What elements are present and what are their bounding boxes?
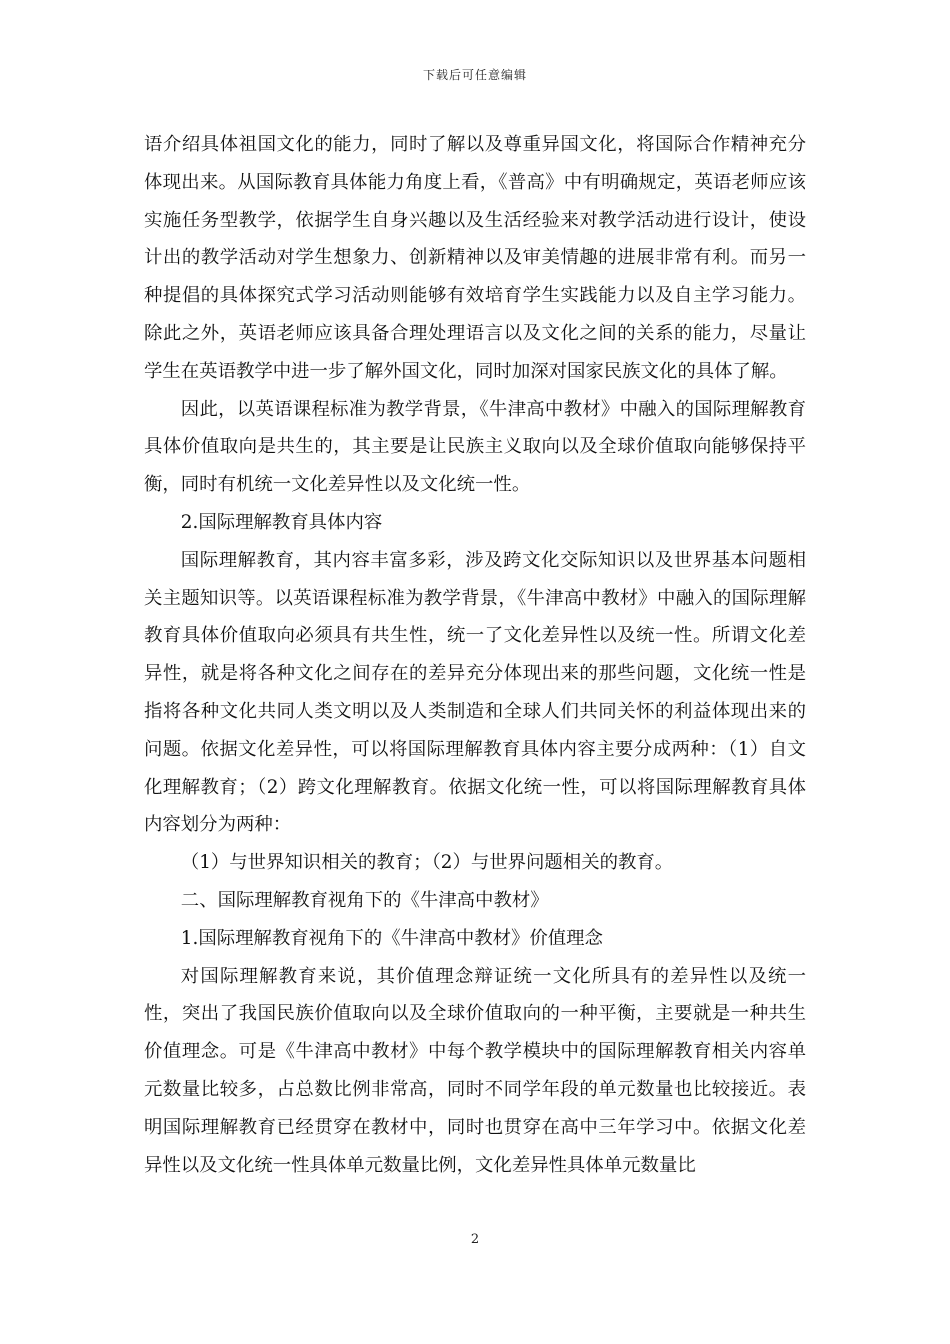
list-line: （1）与世界知识相关的教育；（2）与世界问题相关的教育。 [180,852,674,874]
section-heading: 2.国际理解教育具体内容 [180,511,383,533]
paragraph: 对国际理解教育来说，其价值理念辩证统一文化所具有的差异性以及统一性，突出了我国民族价值取向以及全球价值取向的一种平衡，主要就是一种共生价值理念。可是《牛津高中教材》中每个教学模块中的国际理解教育相关内容单元数量比较多，占总数比例非常高，同时不同学年段的单元数量也比较接近。表明国际理解教育已经贯穿在教材中，同时也贯穿在高中三年学习中。依据文化差异性以及文化统一性具体单元数量比例，文化差异性具体单元数量比 [144,965,806,1176]
document-body [144,126,806,1184]
paragraph: 因此，以英语课程标准为教学背景，《牛津高中教材》中融入的国际理解教育具体价值取向是共生的，其主要是让民族主义取向以及全球价值取向能够保持平衡，同时有机统一文化差异性以及文化统一性。 [144,398,806,496]
paragraph: 国际理解教育，其内容丰富多彩，涉及跨文化交际知识以及世界基本问题相关主题知识等。以英语课程标准为教学背景，《牛津高中教材》中融入的国际理解教育具体价值取向必须具有共生性，统一了文化差异性以及统一性。所谓文化差异性，就是将各种文化之间存在的差异充分体现出来的那些问题，文化统一性是指将各种文化共同人类文明以及人类制造和全球人们共同关怀的利益体现出来的问题。依据文化差异性，可以将国际理解教育具体内容主要分成两种：（1）自文化理解教育；（2）跨文化理解教育。依据文化统一性，可以将国际理解教育具体内容划分为两种： [144,549,806,836]
subsection-heading: 1.国际理解教育视角下的《牛津高中教材》价值理念 [180,927,603,949]
page-number: 2 [470,1232,480,1247]
page-header: 下载后可任意编辑 [422,68,527,82]
section-heading: 二、国际理解教育视角下的《牛津高中教材》 [180,889,549,911]
paragraph-continuation: 语介绍具体祖国文化的能力，同时了解以及尊重异国文化，将国际合作精神充分体现出来。从国际教育具体能力角度上看，《普高》中有明确规定，英语老师应该实施任务型教学，依据学生自身兴趣以及生活经验来对教学活动进行设计，使设计出的教学活动对学生想象力、创新精神以及审美情趣的进展非常有利。而另一种提倡的具体探究式学习活动则能够有效培育学生实践能力以及自主学习能力。除此之外，英语老师应该具备合理处理语言以及文化之间的关系的能力，尽量让学生在英语教学中进一步了解外国文化，同时加深对国家民族文化的具体了解。 [144,134,806,382]
